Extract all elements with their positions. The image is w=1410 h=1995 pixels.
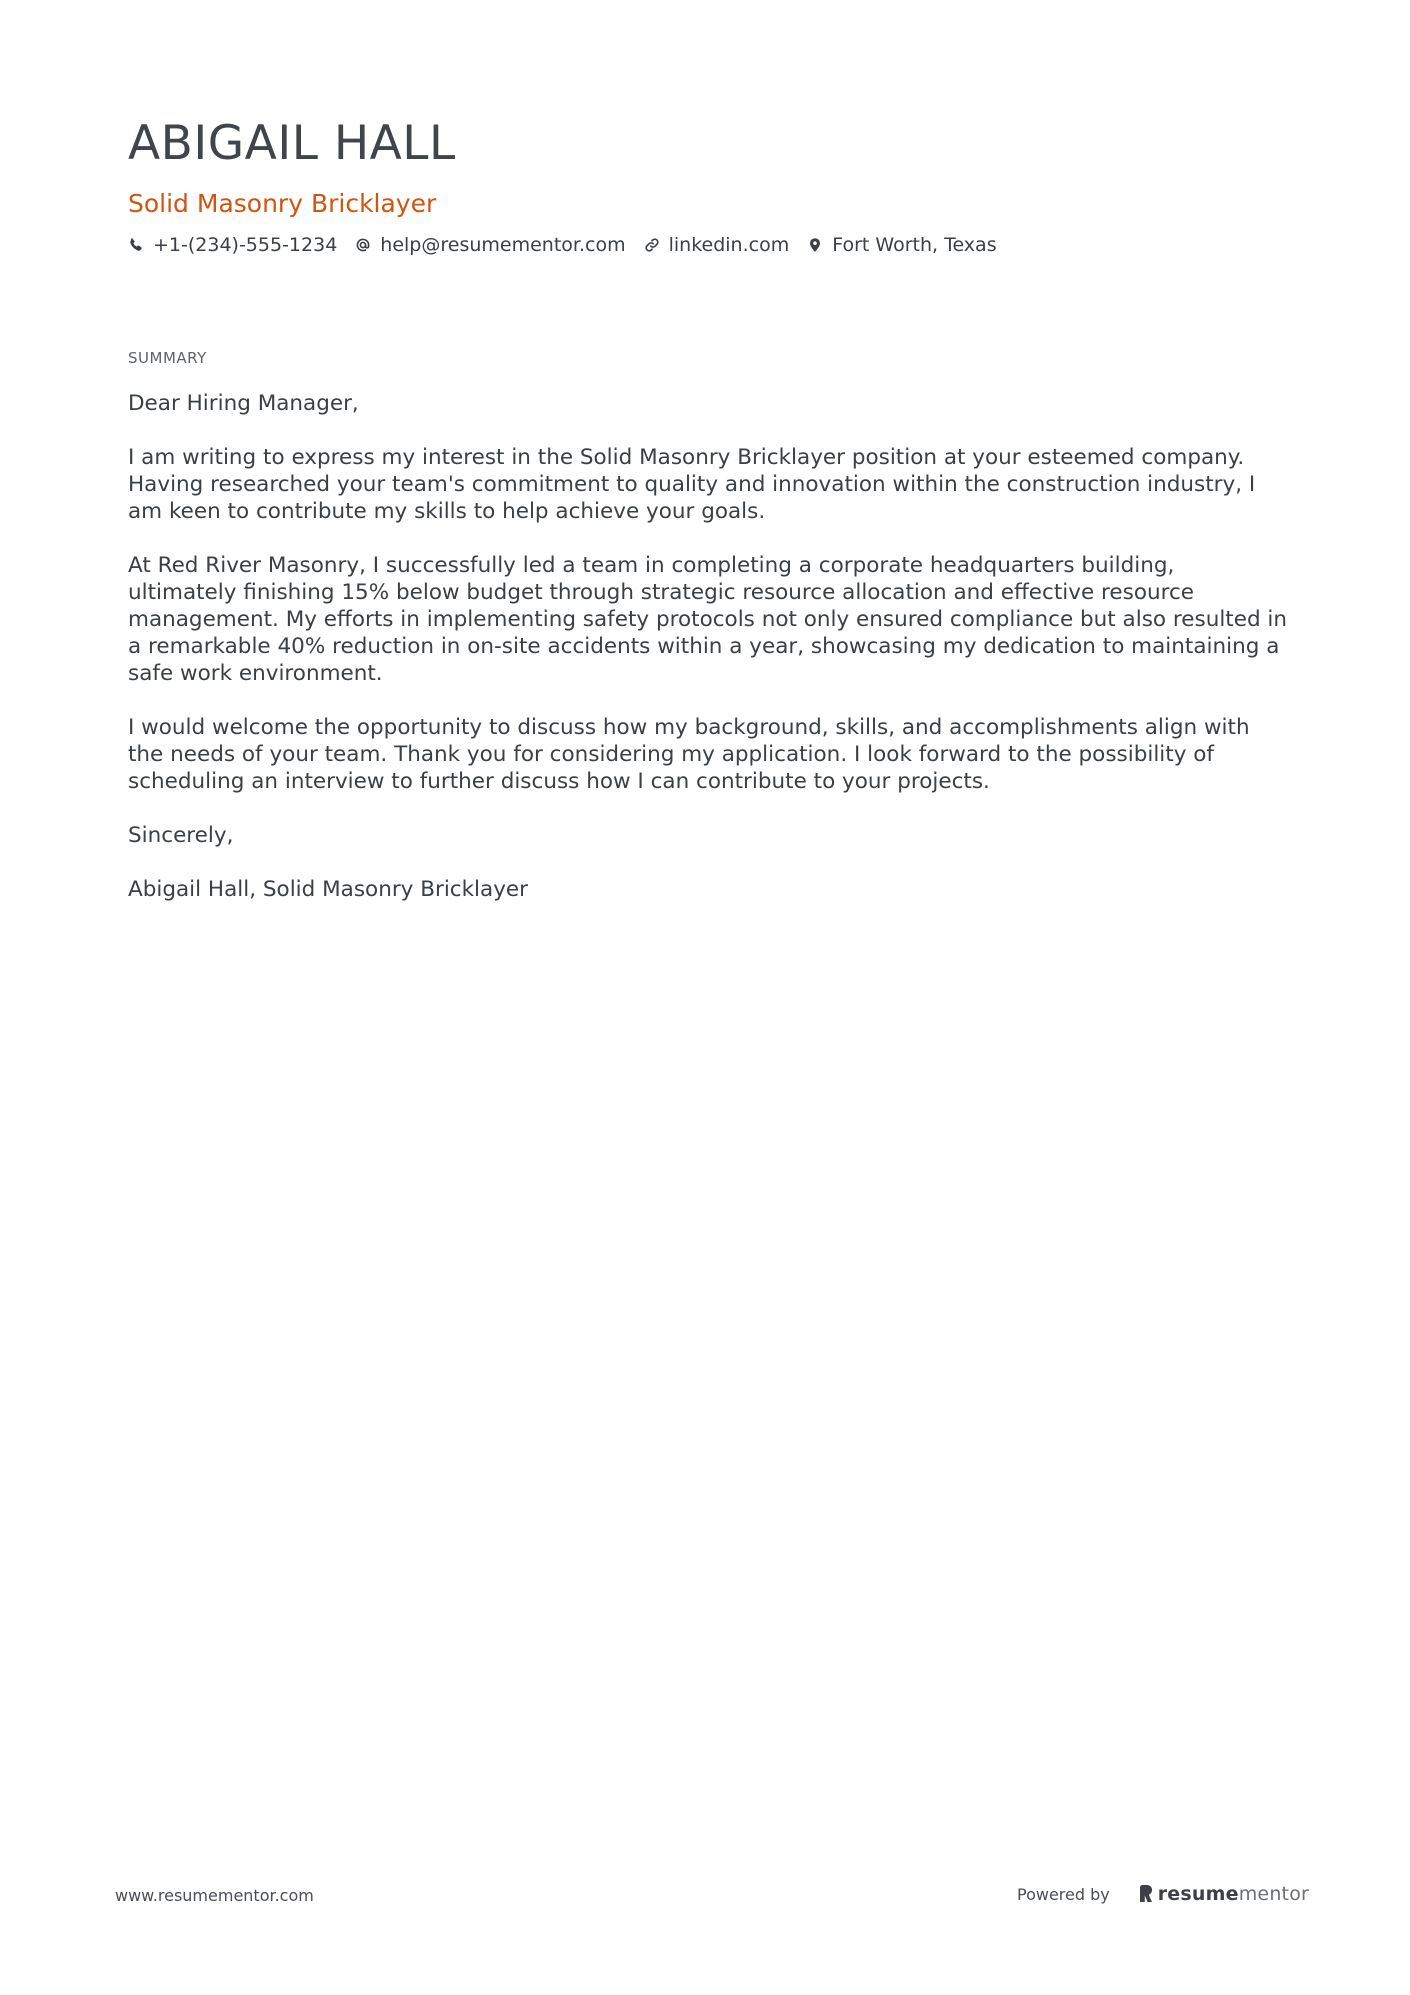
footer-brand xyxy=(1017,1883,1309,1905)
resume-page xyxy=(128,112,1288,930)
phone-icon xyxy=(128,237,144,253)
cover-letter-body xyxy=(128,390,1288,903)
letter-paragraph: I would welcome the opportunity to discuss how my background, skills, and accomplishments align with the needs of your team. Thank you for considering my application. I look forward to the possibility of scheduling an interview to further discuss how I can contribute to your projects. xyxy=(128,715,1250,794)
location-pin-icon xyxy=(807,237,823,253)
brand-text-resume: resume xyxy=(1157,1883,1239,1905)
job-title: Solid Masonry Bricklayer xyxy=(128,189,437,218)
letter-paragraph: At Red River Masonry, I successfully led a team in completing a corporate headquarters building, ultimately finishing 15% below budget through strategic resource allocation and effective resource management. My efforts in implementing safety protocols not only ensured compliance but also resulted in a remarkable 40% reduction in on-site accidents within a year, showcasing my dedication to maintaining a safe work environment. xyxy=(128,553,1288,686)
contact-location-text: Fort Worth, Texas xyxy=(832,234,997,256)
contact-email[interactable] xyxy=(355,232,625,258)
summary-heading: SUMMARY xyxy=(128,349,207,367)
contact-linkedin[interactable] xyxy=(644,232,790,258)
brand-text-mentor: mentor xyxy=(1238,1883,1310,1905)
contact-bar xyxy=(128,232,1288,258)
letter-paragraph: I am writing to express my interest in the Solid Masonry Bricklayer position at your esteemed company. Having researched your team's commitment to quality and innovation within the construction industry, I am keen to contribute my skills to help achieve your goals. xyxy=(128,445,1256,524)
footer-website-link[interactable]: www.resumementor.com xyxy=(115,1886,314,1905)
signature: Abigail Hall, Solid Masonry Bricklayer xyxy=(128,877,528,902)
salutation: Dear Hiring Manager, xyxy=(128,391,359,416)
at-icon xyxy=(355,237,371,253)
contact-location xyxy=(807,232,996,258)
link-icon xyxy=(644,237,660,253)
closing: Sincerely, xyxy=(128,823,234,848)
resumementor-logo[interactable] xyxy=(1138,1883,1309,1905)
contact-phone-text: +1-(234)-555-1234 xyxy=(153,234,338,256)
powered-by-label: Powered by xyxy=(1017,1884,1110,1904)
contact-linkedin-text: linkedin.com xyxy=(668,234,790,256)
contact-email-text: help@resumementor.com xyxy=(380,234,626,256)
contact-phone[interactable] xyxy=(128,232,337,258)
candidate-name: ABIGAIL HALL xyxy=(128,116,456,171)
resumementor-logo-icon xyxy=(1138,1884,1154,1904)
